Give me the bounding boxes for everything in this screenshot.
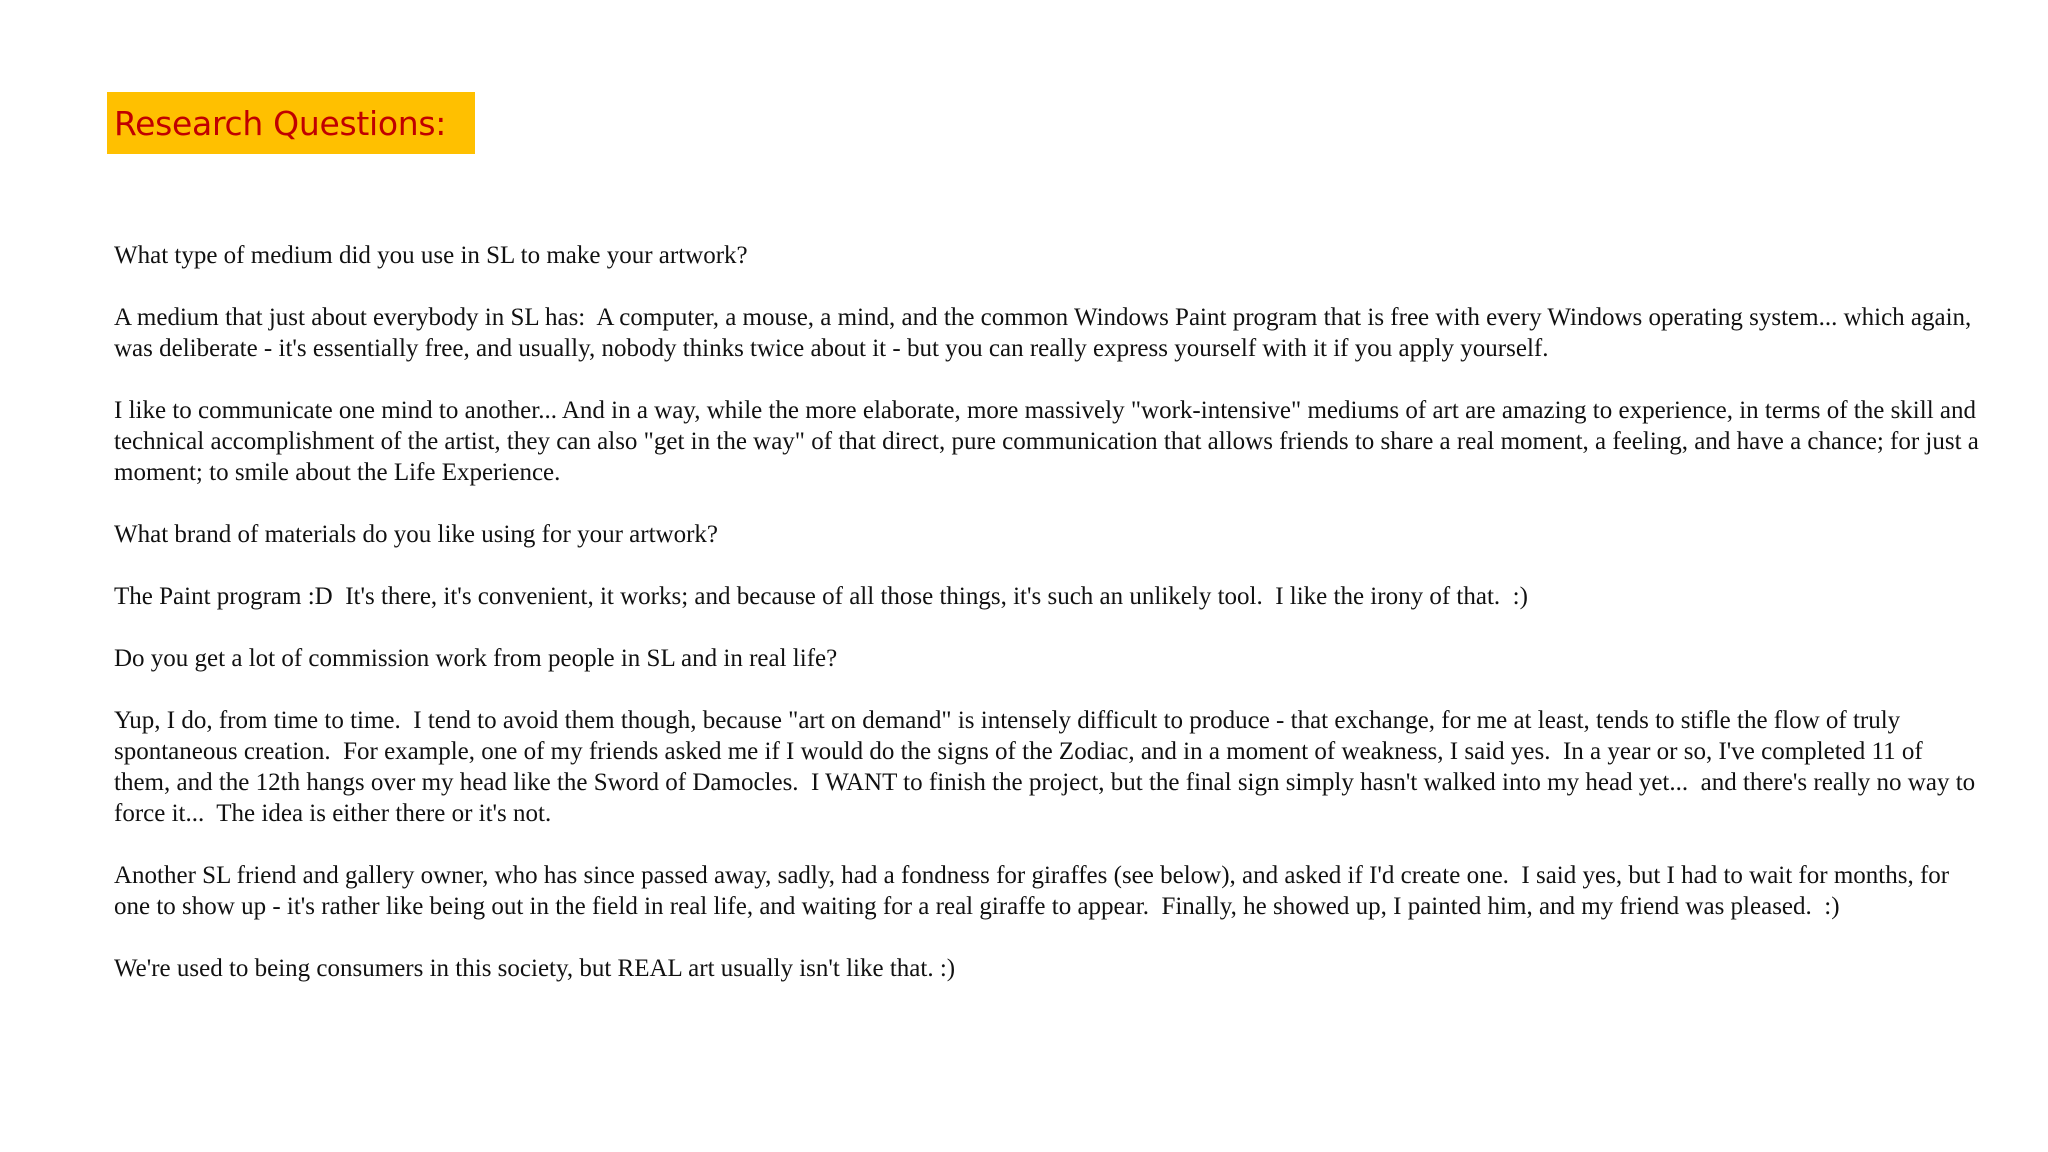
question-materials: What brand of materials do you like using for your artwork? [114, 521, 718, 548]
answer-medium: A medium that just about everybody in SL has: A computer, a mouse, a mind, and the common Windows Paint program that is free with every Windows operating system... which again, was deliberate - it's essentially free, and usually, nobody thinks twice about it - but you can really express yourself with it if you apply yourself. [114, 304, 1978, 362]
answer-commissions: Yup, I do, from time to time. I tend to avoid them though, because "art on demand" is intensely difficult to produce - that exchange, for me at least, tends to stifle the flow of truly spontaneous creation. For example, one of my friends asked me if I would do the signs of the Zodiac, and in a moment of weakness, I said yes. In a year or so, I've completed 11 of them, and the 12th hangs over my head like the Sword of Damocles. I WANT to finish the project, but the final sign simply hasn't walked into my head yet... and there's really no way to force it... The idea is either there or it's not. [114, 707, 1982, 827]
document-body [114, 240, 1986, 1015]
page-title: Research Questions: [114, 103, 447, 143]
answer-materials: The Paint program :D It's there, it's convenient, it works; and because of all those things, it's such an unlikely tool. I like the irony of that. :) [114, 583, 1528, 610]
question-commissions: Do you get a lot of commission work from people in SL and in real life? [114, 645, 838, 672]
question-medium: What type of medium did you use in SL to make your artwork? [114, 242, 748, 269]
answer-communication: I like to communicate one mind to another... And in a way, while the more elaborate, more massively "work-intensive" mediums of art are amazing to experience, in terms of the skill and technical accomplishment of the artist, they can also "get in the way" of that direct, pure communication that allows friends to share a real moment, a feeling, and have a chance; for just a moment; to smile about the Life Experience. [114, 397, 1986, 486]
heading-banner [107, 92, 475, 154]
answer-giraffe: Another SL friend and gallery owner, who has since passed away, sadly, had a fondness for giraffes (see below), and asked if I'd create one. I said yes, but I had to wait for months, for one to show up - it's rather like being out in the field in real life, and waiting for a real giraffe to appear. Finally, he showed up, I painted him, and my friend was pleased. :) [114, 862, 1956, 920]
answer-closing: We're used to being consumers in this society, but REAL art usually isn't like that. :) [114, 955, 956, 982]
